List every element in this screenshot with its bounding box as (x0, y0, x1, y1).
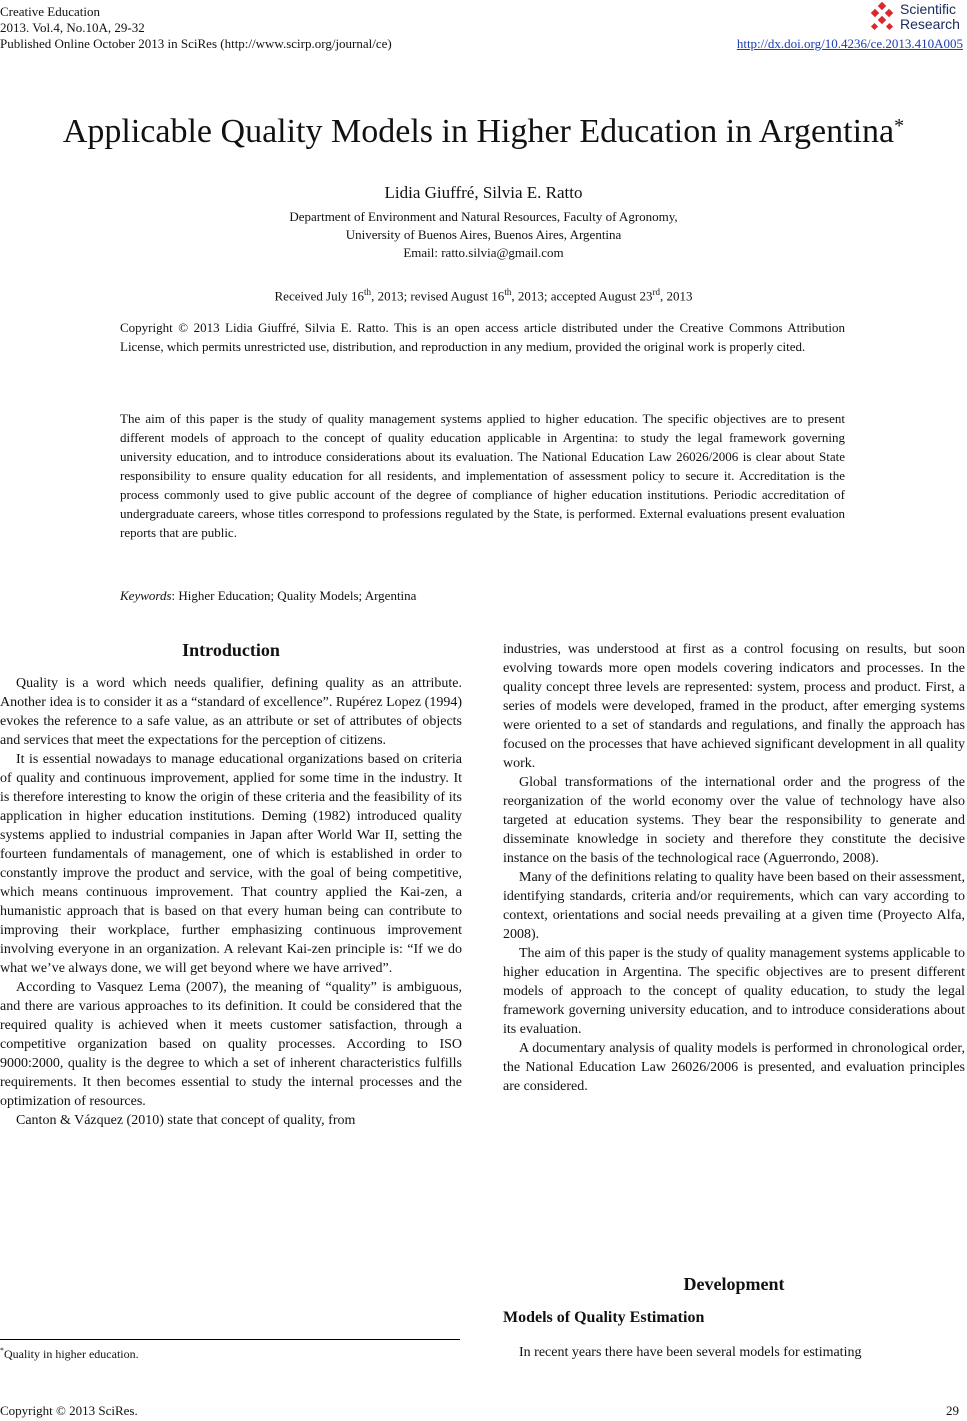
affiliation (0, 208, 967, 262)
journal-name: Creative Education (0, 4, 100, 19)
scientific-research-logo (866, 2, 966, 36)
journal-published: Published Online October 2013 in SciRes (http://www.scirp.org/journal/ce) (0, 36, 392, 51)
models-paragraph-wrap (503, 1343, 965, 1362)
page-number: 29 (946, 1403, 959, 1418)
revised-date: , 2013; revised August 16 (371, 288, 505, 304)
affiliation-line-2: University of Buenos Aires, Buenos Aires, Argentina (345, 227, 622, 242)
logo-text-2: Research (900, 16, 960, 32)
doi-link[interactable]: http://dx.doi.org/10.4236/ce.2013.410A005 (736, 36, 963, 51)
paper-title-text: Applicable Quality Models in Higher Education in Argentina (62, 113, 895, 150)
models-heading: Models of Quality Estimation (503, 1309, 705, 1326)
accepted-sup: rd (652, 287, 660, 297)
dates-line (0, 283, 967, 305)
keywords-label: Keywords (120, 588, 172, 603)
footnote-divider (0, 1339, 460, 1340)
paragraph: According to Vasquez Lema (2007), the meaning of “quality” is ambiguous, and there are various approaches to its definition. It could be considered that the required quality is achieved when it meets customer satisfaction, through a competitive organization based on quality processes. According to ISO 9000:2000, quality is the degree to which a set of inherent characteristics fulfills requirements. It then becomes essential to study the internal processes and the optimization of resources. (0, 980, 462, 1109)
journal-header (0, 4, 392, 52)
logo-text-1: Scientific (900, 1, 957, 17)
title-footnote-mark: * (894, 115, 905, 137)
authors: Lidia Giuffré, Silvia E. Ratto (384, 183, 583, 202)
paragraph: Canton & Vázquez (2010) state that concept of quality, from (16, 1113, 356, 1128)
footnote-mark: * (0, 1346, 4, 1355)
development-heading-wrap (503, 1274, 965, 1295)
revised-sup: th (504, 287, 512, 297)
paragraph: In recent years there have been several models for estimating (519, 1345, 862, 1360)
abstract: The aim of this paper is the study of quality management systems applied to higher education. The specific objectives are to present different models of approach to the concept of quality education applicable in Argentina: to study the legal framework governing university education, and to introduce considerations about its evaluation. The National Education Law 26026/2006 is clear about State responsibility to ensure quality education for all residents, and implementation of assessment policy to secure it. Accreditation is the process commonly used to give public account of the degree of compliance of higher education institutions. Periodic accreditation of undergraduate careers, whose titles correspond to professions regulated by the State, is performed. External evaluations present evaluation reports that are public. (120, 411, 845, 540)
affiliation-line-1: Department of Environment and Natural Resources, Faculty of Agronomy, (289, 209, 678, 224)
received-date: Received July 16 (274, 288, 365, 304)
right-column (503, 640, 965, 1096)
intro-heading-wrap (0, 640, 462, 661)
accepted-date: , 2013; accepted August 23 (511, 288, 653, 304)
paper-title (0, 112, 967, 152)
copyright-notice: Copyright © 2013 Lidia Giuffré, Silvia E. Ratto. This is an open access article distributed under the Creative Commons Attribution License, which permits unrestricted use, distribution, and reproduction in any medium, provided the original work is properly cited. (120, 320, 845, 354)
paragraph: Global transformations of the international order and the progress of the reorganization of the world economy over the value of technology have also targeted at education systems. They bear the responsibility to generate and disseminate knowledge in society and therefore they constitute the decisive instance on the basis of the technological race (Aguerrondo, 2008). (503, 775, 965, 866)
received-sup: th (364, 287, 372, 297)
paragraph: It is essential nowadays to manage educational organizations based on criteria of quality and continuous improvement, applied for some time in the industry. It is therefore interesting to know the origin of these criteria and the feasibility of its application in higher education institutions. Deming (1982) introduced quality systems applied to industrial companies in Japan after World War II, setting the fourteen fundamentals of management, one of which is established in order to constantly improve the product and service, with the goal of being competitive, which means continuous improvement. That country applied the Kai-zen, a humanistic approach that is based on that every human being can contribute to improving their workplace, further emphasizing continuous improvement involving everyone in an organization. A relevant Kai-zen principle is: “If we do what we’ve always done, we will get beyond where we have arrived”. (0, 752, 462, 976)
footer-copyright: Copyright © 2013 SciRes. (0, 1403, 138, 1418)
left-column (0, 674, 462, 1130)
keywords (120, 586, 845, 605)
paragraph: industries, was understood at first as a control focusing on results, but soon evolving towards more open models covering indicators and processes. In the quality concept three levels are represented: system, process and product. First, a series of models were developed, framed in the product, after emerging systems were oriented to a set of standards and regulations, and finally the approach has focused on the processes that have achieved significant development in all quality work. (503, 642, 965, 771)
paragraph: Many of the definitions relating to quality have been based on their assessment, identifying standards, criteria and/or requirements, which can vary according to context, orientations and social needs prevailing at a given time (Proyecto Alfa, 2008). (503, 870, 965, 942)
keywords-text: : Higher Education; Quality Models; Argentina (171, 588, 417, 603)
affiliation-email: Email: ratto.silvia@gmail.com (403, 245, 564, 260)
paragraph: Quality is a word which needs qualifier, defining quality as an attribute. Another idea is to consider it as a “standard of excellence”. Rupérez Lopez (1994) evokes the reference to a safe value, as an attribute or set of attributes of objects and services that meet the expectations for the perception of citizens. (0, 676, 462, 748)
logo-diamond-icon (866, 2, 898, 34)
paragraph: A documentary analysis of quality models is performed in chronological order, the National Education Law 26026/2006 is presented, and evaluation principles are considered. (503, 1041, 965, 1094)
development-heading: Development (683, 1274, 785, 1294)
footnote (0, 1346, 139, 1362)
models-heading-wrap (503, 1309, 965, 1327)
introduction-heading: Introduction (182, 640, 280, 660)
journal-volume: 2013. Vol.4, No.10A, 29-32 (0, 20, 145, 35)
dates-tail: , 2013 (660, 288, 693, 304)
footnote-text: Quality in higher education. (4, 1347, 139, 1361)
paragraph: The aim of this paper is the study of quality management systems applicable to higher education in Argentina. The specific objectives are to present different models of approach to the concept of quality education, to study the legal framework governing university education, and to introduce considerations about its evaluation. (503, 946, 965, 1037)
